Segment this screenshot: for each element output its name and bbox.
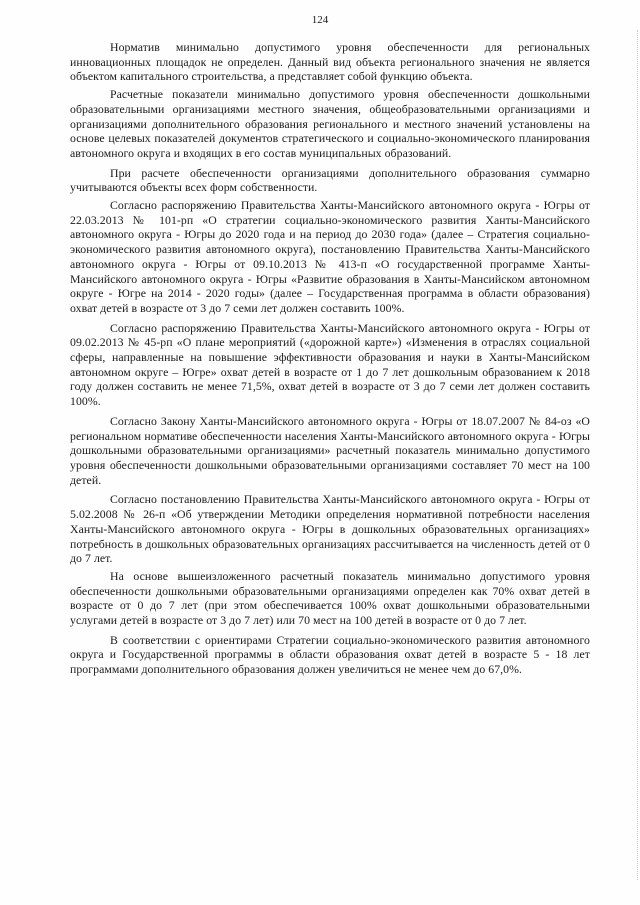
paragraph-calculation-indicators: Расчетные показатели минимально допустимого уровня обеспеченности дошкольными образовательными организациями местного значения, общеобразовательными организациями и организациями дополнительного образования регионального и местного значений установлены на основе целевых показателей документов стратегического и социально-экономического планирования автономного округа и входящих в его состав муниципальных образований.: [70, 87, 590, 160]
paragraph-additional-education: При расчете обеспеченности организациями дополнительного образования суммарно учитываются объекты всех форм собственности.: [70, 165, 590, 195]
scan-edge-marks: [635, 30, 638, 880]
paragraph-roadmap-order: Согласно распоряжению Правительства Ханты-Мансийского автономного округа - Югры от 09.02.2013 № 45-рп «О плане мероприятий («дорожной карте») «Изменения в отраслях социальной сферы, направленные на повышение эффективности образования и науки в Ханты-Мансийском автономном округе – Югре» охват детей в возрасте от 1 до 7 лет дошкольным образованием к 2018 году должен составить не менее 71,5%, охват детей в возрасте от 3 до 7 семи лет должен составить 100%.: [70, 320, 590, 409]
page-number: 124: [311, 14, 329, 26]
paragraph-conclusion: На основе вышеизложенного расчетный показатель минимально допустимого уровня обеспеченности дошкольными образовательными организациями определен как 70% охват детей в возрасте от 0 до 7 лет (при этом обеспечивается 100% охват дошкольными образовательными услугами детей в возрасте от 3 до 7 лет) или 70 мест на 100 детей в возрасте от 0 до 7 лет.: [70, 568, 590, 628]
paragraph-methodology-resolution: Согласно постановлению Правительства Ханты-Мансийского автономного округа - Югры от 5.02.2008 № 26-п «Об утверждении Методики определения нормативной потребности населения Ханты-Мансийского автономного округа - Югры в дошкольных образовательных организациях» потребность в дошкольных образовательных организациях рассчитывается на численность детей от 0 до 7 лет.: [70, 492, 590, 566]
paragraph-innovation-platforms: Норматив минимально допустимого уровня обеспеченности для региональных инновационных площадок не определен. Данный вид объекта регионального значения не является объектом капитального строительства, а представляет собой функцию объекта.: [70, 40, 590, 84]
document-body: [70, 40, 590, 680]
paragraph-strategy-targets: В соответствии с ориентирами Стратегии социально-экономического развития автономного округа и Государственной программы в области образования охват детей в возрасте 5 - 18 лет программами дополнительного образования должен увеличиться не менее чем до 67,0%.: [70, 632, 590, 677]
paragraph-strategy-order: Согласно распоряжению Правительства Ханты-Мансийского автономного округа - Югры от 22.03.2013 № 101-рп «О стратегии социально-экономического развития Ханты-Мансийского автономного округа - Югры до 2020 года и на период до 2030 года» (далее – Стратегия социально-экономического развития автономного округа), постановлению Правительства Ханты-Мансийского автономного округа - Югры от 09.10.2013 № 413-п «О государственной программе Ханты-Мансийского автономного округа - Югры «Развитие образования в Ханты-Мансийском автономном округе - Югре на 2014 - 2020 годы» (далее – Государственная программа в области образования) охват детей в возрасте от 3 до 7 семи лет должен составить 100%.: [70, 198, 590, 315]
paragraph-regional-law: Согласно Закону Ханты-Мансийского автономного округа - Югры от 18.07.2007 № 84-оз «О региональном нормативе обеспеченности населения Ханты-Мансийского автономного округа - Югры дошкольными образовательными организациями» расчетный показатель минимально допустимого уровня обеспеченности дошкольными образовательными организациями составляет 70 мест на 100 детей.: [70, 413, 590, 487]
